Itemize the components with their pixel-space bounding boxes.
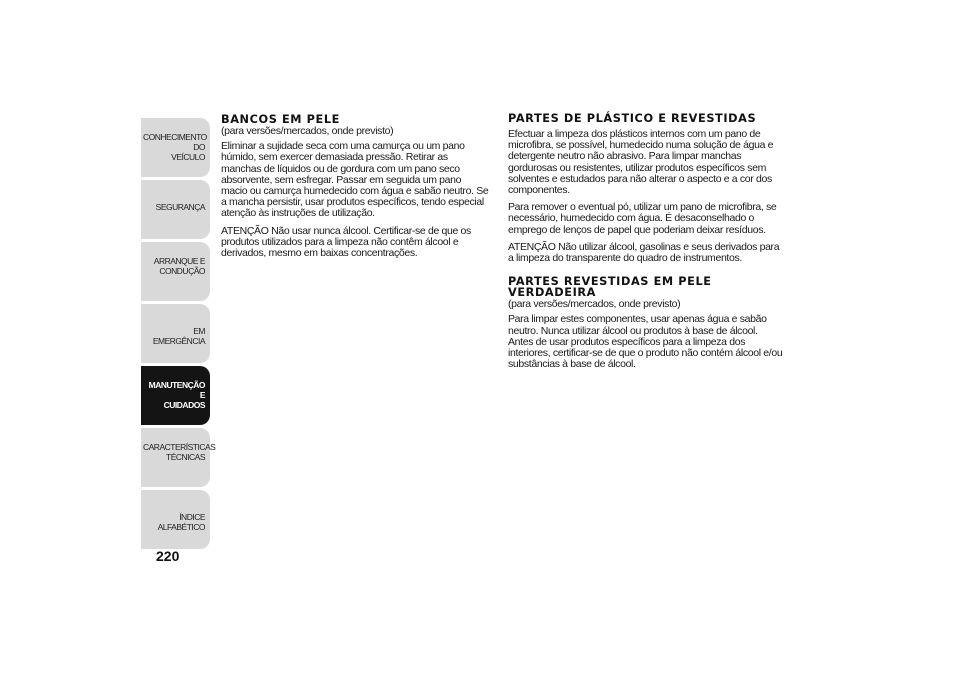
tab-label-line1: MANUTENÇÃO E [148,380,205,400]
heading-line1: PARTES REVESTIDAS EM PELE [508,275,712,289]
tab-label-line2: CUIDADOS [163,400,205,410]
tab-arranque-e-conducao[interactable] [141,242,210,301]
paragraph: Eliminar a sujidade seca com uma camurça ou um pano húmido, sem exercer demasiada pressão. Retirar as manchas de líquidos ou de gordura com um pano seco absorvente, sem esfregar. Passar em seguida um pano macio ou camurça humedecido com água e sabão neutro. Se a mancha persistir, usar produtos específicos, tendo especial atenção às instruções de utilização. [221,140,489,220]
paragraph: Para remover o eventual pó, utilizar um pano de microfibra, se necessário, humedecido com água. É desaconselhado o emprego de lenços de papel que poderiam deixar resíduos. [508,201,777,236]
section-subheading: (para versões/mercados, onde previsto) [508,298,681,311]
warning-paragraph: ATENÇÃO Não utilizar álcool, gasolinas e seus derivados para a limpeza do transparente do quadro de instrumentos. [508,240,780,265]
left-column [221,114,489,265]
page-number: 220 [156,548,180,564]
right-column [508,113,783,376]
tab-caracteristicas-tecnicas[interactable] [141,428,216,487]
tab-conhecimento-do-veiculo[interactable] [141,118,210,177]
chapter-sidebar [141,118,216,552]
tab-label-line1: ARRANQUE E [153,256,205,266]
tab-label-line1: CONHECIMENTO DO [143,132,207,152]
tab-label-line1: CARACTERÍSTICAS [143,442,216,452]
heading-line2: VERDADEIRA [508,286,597,300]
section-subheading: (para versões/mercados, onde previsto) [221,125,394,137]
paragraph: Para limpar estes componentes, usar apenas água e sabão neutro. Nunca utilizar álcool ou produtos à base de álcool. Antes de usar produtos específicos para a limpeza dos interiores, certificar-se de que o produto não contém álcool e/ou substâncias à base de álcool. [508,313,783,371]
tab-label-line2: CONDUÇÃO [159,266,205,276]
section-heading-partes-de-plastico: PARTES DE PLÁSTICO E REVESTIDAS [508,112,757,125]
tab-indice-alfabetico[interactable] [141,490,210,549]
tab-label-line1: SEGURANÇA [155,202,205,212]
tab-em-emergencia[interactable] [141,304,210,363]
tab-manutencao-e-cuidados[interactable] [141,366,210,425]
section-heading-bancos-em-pele: BANCOS EM PELE [221,113,340,126]
tab-label-line2: VEÍCULO [171,152,205,162]
tab-label-line2: TÉCNICAS [166,452,205,462]
paragraph: Efectuar a limpeza dos plásticos internos com um pano de microfibra, se possível, humedecido numa solução de água e detergente neutro não abrasivo. Para limpar manchas gordurosas ou resistentes, utilizar produtos específicos sem solventes e estudados para não alterar o aspecto e a cor dos componentes. [508,128,774,197]
tab-label-line1: ÍNDICE ALFABÉTICO [157,512,205,532]
tab-seguranca[interactable] [141,180,210,239]
section-heading-partes-revestidas [508,276,783,298]
tab-label-line1: EM EMERGÊNCIA [152,326,205,346]
warning-paragraph: ATENÇÃO Não usar nunca álcool. Certificar-se de que os produtos utilizados para a limpeza não contêm álcool e derivados, mesmo em baixas concentrações. [221,224,471,260]
